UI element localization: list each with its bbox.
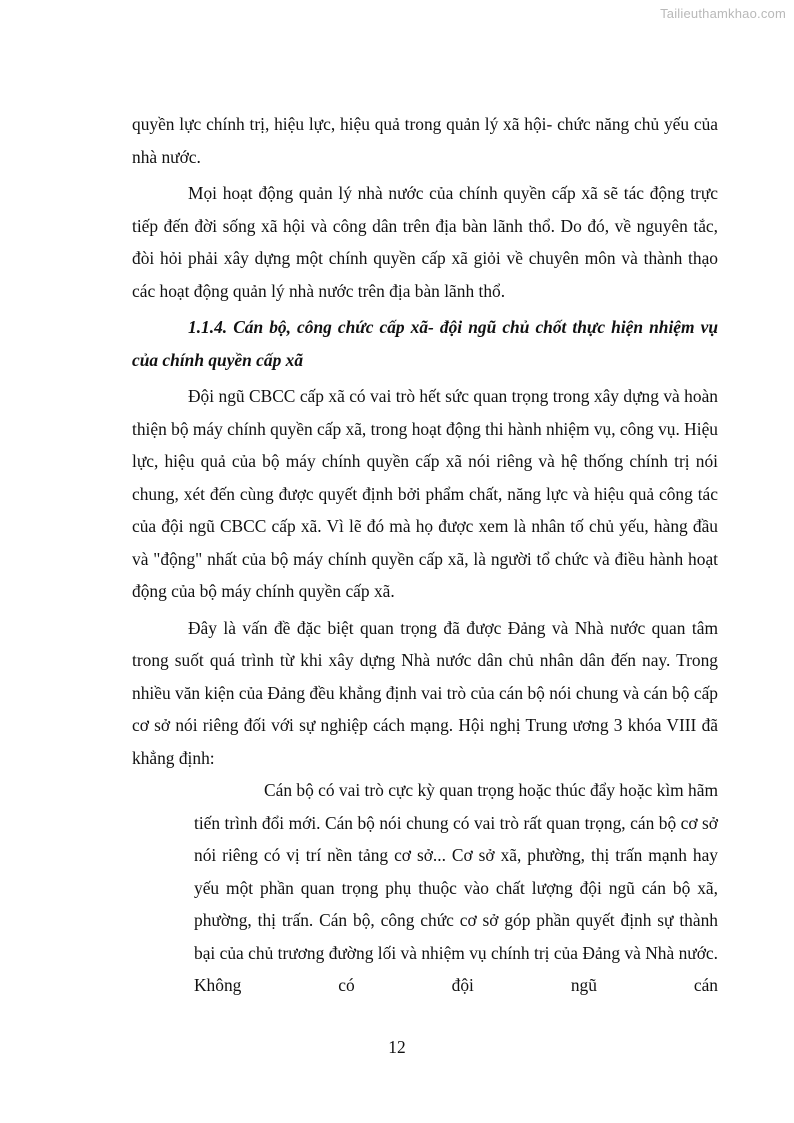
- paragraph-cbcc-role: Đội ngũ CBCC cấp xã có vai trò hết sức quan trọng trong xây dựng và hoàn thiện bộ máy chính quyền cấp xã, trong hoạt động thi hành nhiệm vụ, công vụ. Hiệu lực, hiệu quả của bộ máy chính quyền cấp xã nói riêng và hệ thống chính trị nói chung, xét đến cùng được quyết định bởi phẩm chất, năng lực và hiệu quả công tác của đội ngũ CBCC cấp xã. Vì lẽ đó mà họ được xem là nhân tố chủ yếu, hàng đầu và "động" nhất của bộ máy chính quyền cấp xã, là người tổ chức và điều hành hoạt động của bộ máy chính quyền cấp xã.: [132, 386, 718, 601]
- section-heading-1-1-4: 1.1.4. Cán bộ, công chức cấp xã- đội ngũ chủ chốt thực hiện nhiệm vụ của chính quyền cấp xã: [132, 317, 718, 370]
- watermark-text: Tailieuthamkhao.com: [660, 6, 786, 21]
- paragraph-continuation: quyền lực chính trị, hiệu lực, hiệu quả trong quản lý xã hội- chức năng chủ yếu của nhà nước.: [132, 114, 718, 167]
- paragraph-state-management: Mọi hoạt động quản lý nhà nước của chính quyền cấp xã sẽ tác động trực tiếp đến đời sống xã hội và công dân trên địa bàn lãnh thổ. Do đó, về nguyên tắc, đòi hỏi phải xây dựng một chính quyền cấp xã giỏi về chuyên môn và thành thạo các hoạt động quản lý nhà nước trên địa bàn lãnh thổ.: [132, 183, 718, 301]
- block-quote: Cán bộ có vai trò cực kỳ quan trọng hoặc thúc đẩy hoặc kìm hãm tiến trình đổi mới. Cán bộ nói chung có vai trò rất quan trọng, cán bộ cơ sở nói riêng có vị trí nền tảng cơ sở... Cơ sở xã, phường, thị trấn mạnh hay yếu một phần quan trọng phụ thuộc vào chất lượng đội ngũ cán bộ xã, phường, thị trấn. Cán bộ, công chức cơ sở góp phần quyết định sự thành bại của chủ trương đường lối và nhiệm vụ chính trị của Đảng và Nhà nước. Không có đội ngũ cán: [194, 780, 718, 995]
- document-body: [132, 108, 718, 1002]
- page-number: 12: [388, 1037, 406, 1057]
- paragraph-party-concern: Đây là vấn đề đặc biệt quan trọng đã được Đảng và Nhà nước quan tâm trong suốt quá trình từ khi xây dựng Nhà nước dân chủ nhân dân đến nay. Trong nhiều văn kiện của Đảng đều khẳng định vai trò của cán bộ nói chung và cán bộ cấp cơ sở nói riêng đối với sự nghiệp cách mạng. Hội nghị Trung ương 3 khóa VIII đã khẳng định:: [132, 617, 718, 768]
